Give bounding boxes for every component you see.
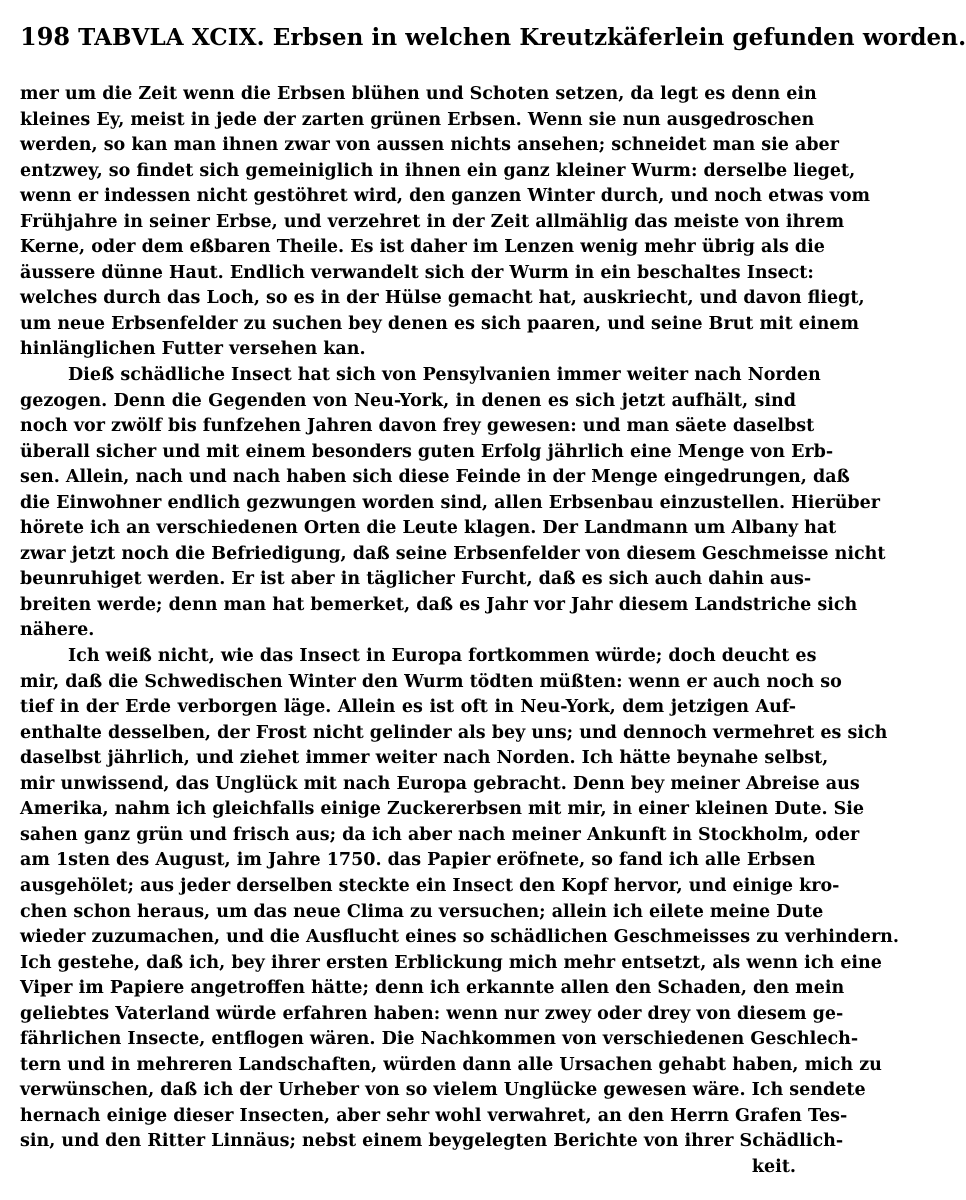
text-line: sen. Allein, nach und nach haben sich diese Feinde in der Menge eingedrungen, daß	[20, 467, 850, 488]
text-line: daselbst jährlich, und ziehet immer weiter nach Norden. Ich hätte beynahe selbst,	[20, 748, 829, 769]
text-line: geliebtes Vaterland würde erfahren haben: wenn nur zwey oder drey von diesem ge-	[20, 1003, 844, 1024]
text-line: breiten werde; denn man hat bemerket, daß es Jahr vor Jahr diesem Landstriche sich	[20, 594, 858, 615]
text-line: Ich weiß nicht, wie das Insect in Europa fortkommen würde; doch deucht es	[68, 646, 817, 667]
text-line: überall sicher und mit einem besonders guten Erfolg jährlich eine Menge von Erb-	[20, 441, 834, 462]
page-number: 198	[20, 22, 71, 51]
text-line: tern und in mehreren Landschaften, würden dann alle Ursachen gehabt haben, mich zu	[20, 1054, 882, 1075]
page-header	[20, 22, 966, 70]
text-line: Kerne, oder dem eßbaren Theile. Es ist daher im Lenzen wenig mehr übrig als die	[20, 237, 825, 258]
text-line: mir unwissend, das Unglück mit nach Europa gebracht. Denn bey meiner Abreise aus	[20, 773, 860, 794]
text-line: Viper im Papiere angetroffen hätte; denn ich erkannte allen den Schaden, den mein	[20, 978, 845, 999]
text-line: enthalte desselben, der Frost nicht gelinder als bey uns; und dennoch vermehret es sich	[20, 722, 888, 743]
text-line: um neue Erbsenfelder zu suchen bey denen es sich paaren, und seine Brut mit einem	[20, 313, 859, 334]
text-line: mir, daß die Schwedischen Winter den Wurm tödten müßten: wenn er auch noch so	[20, 671, 842, 692]
text-line: entzwey, so findet sich gemeiniglich in ihnen ein ganz kleiner Wurm: derselbe lieget,	[20, 160, 856, 181]
text-line: ausgehölet; aus jeder derselben steckte ein Insect den Kopf hervor, und einige kro-	[20, 875, 840, 896]
paragraph-end-line: keit.	[751, 1156, 796, 1177]
paragraph-end-line: nähere.	[20, 620, 95, 641]
text-line: Ich gestehe, daß ich, bey ihrer ersten Erblickung mich mehr entsetzt, als wenn ich eine	[20, 952, 882, 973]
text-line: mer um die Zeit wenn die Erbsen blühen und Schoten setzen, da legt es denn ein	[20, 84, 817, 104]
text-line: noch vor zwölf bis funfzehen Jahren davon frey gewesen: und man säete daselbst	[20, 416, 815, 437]
text-line: tief in der Erde verborgen läge. Allein es ist oft in Neu-York, dem jetzigen Auf-	[20, 697, 796, 718]
text-line: wieder zuzumachen, und die Ausflucht eines so schädlichen Geschmeisses zu verhindern.	[20, 927, 899, 948]
text-line: welches durch das Loch, so es in der Hülse gemacht hat, auskriecht, und davon fliegt,	[20, 288, 865, 309]
text-line: die Einwohner endlich gezwungen worden sind, allen Erbsenbau einzustellen. Hierüber	[20, 492, 881, 513]
text-line: wenn er indessen nicht gestöhret wird, den ganzen Winter durch, und noch etwas vom	[20, 186, 871, 207]
text-line: hernach einige dieser Insecten, aber sehr wohl verwahret, an den Herrn Grafen Tes-	[20, 1105, 848, 1126]
text-line: werden, so kan man ihnen zwar von aussen nichts ansehen; schneidet man sie aber	[20, 135, 839, 156]
body-text	[20, 82, 899, 1181]
text-line: hörete ich an verschiedenen Orten die Leute klagen. Der Landmann um Albany hat	[20, 518, 837, 539]
text-line: verwünschen, daß ich der Urheber von so vielem Unglücke gewesen wäre. Ich sendete	[20, 1080, 866, 1101]
text-line: sahen ganz grün und frisch aus; da ich aber nach meiner Ankunft in Stockholm, oder	[20, 824, 860, 845]
text-line: kleines Ey, meist in jede der zarten grünen Erbsen. Wenn sie nun ausgedroschen	[20, 109, 815, 130]
text-line: gezogen. Denn die Gegenden von Neu-York, in denen es sich jetzt aufhält, sind	[20, 390, 796, 411]
text-line: beunruhiget werden. Er ist aber in täglicher Furcht, daß es sich auch dahin aus-	[20, 569, 812, 590]
text-line: Dieß schädliche Insect hat sich von Pensylvanien immer weiter nach Norden	[68, 365, 821, 386]
text-line: chen schon heraus, um das neue Clima zu versuchen; allein ich eilete meine Dute	[20, 901, 824, 922]
text-line: Amerika, nahm ich gleichfalls einige Zuckererbsen mit mir, in einer kleinen Dute. Sie	[20, 799, 865, 820]
paragraph-end-line: hinlänglichen Futter versehen kan.	[20, 339, 366, 360]
text-line: sin, und den Ritter Linnäus; nebst einem beygelegten Berichte von ihrer Schädlich-	[20, 1131, 844, 1152]
text-line: Frühjahre in seiner Erbse, und verzehret in der Zeit allmählig das meiste von ihrem	[20, 211, 845, 232]
text-line: äussere dünne Haut. Endlich verwandelt sich der Wurm in ein beschaltes Insect:	[20, 262, 814, 283]
running-title: TABVLA XCIX. Erbsen in welchen Kreutzkäferlein gefunden worden.	[78, 24, 966, 51]
text-line: zwar jetzt noch die Befriedigung, daß seine Erbsenfelder von diesem Geschmeisse nicht	[20, 543, 886, 564]
text-line: am 1sten des August, im Jahre 1750. das Papier eröfnete, so fand ich alle Erbsen	[20, 850, 816, 871]
text-line: fährlichen Insecte, entflogen wären. Die Nachkommen von verschiedenen Geschlech-	[20, 1029, 859, 1050]
